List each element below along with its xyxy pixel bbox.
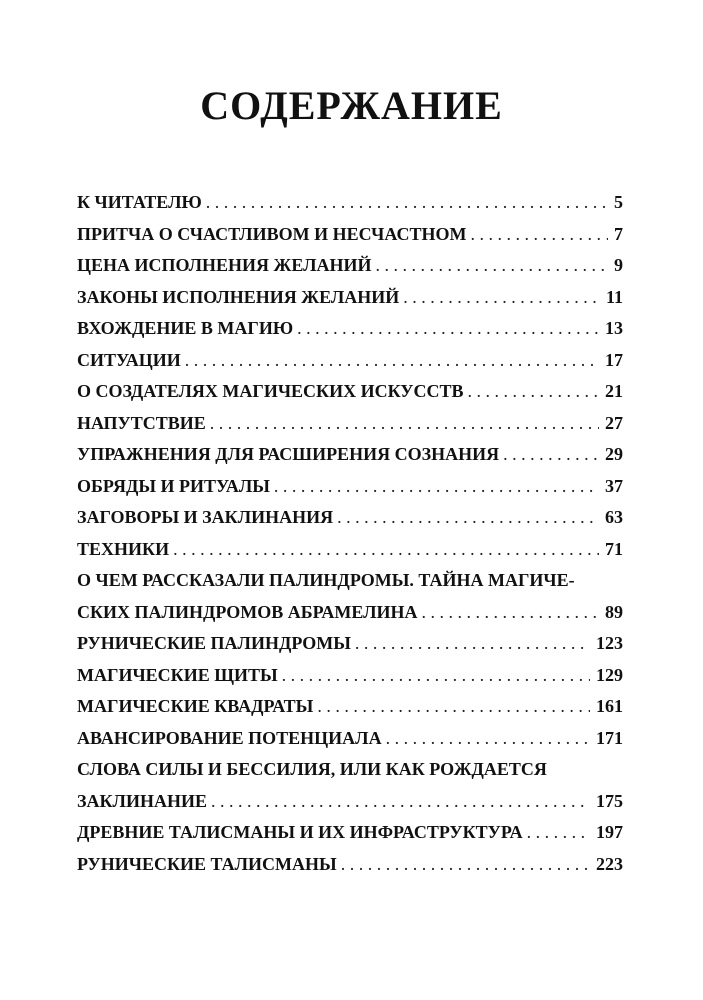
dot-leader <box>282 660 590 692</box>
dot-leader <box>403 282 600 314</box>
toc-entry-page: 175 <box>596 790 623 811</box>
toc-entry <box>77 282 623 314</box>
toc-entry-title: ПРИТЧА О СЧАСТЛИВОМ И НЕСЧАСТНОМ <box>77 223 467 244</box>
toc-entry <box>77 187 623 219</box>
toc-entry-title: МАГИЧЕСКИЕ КВАДРАТЫ <box>77 696 314 716</box>
dot-leader <box>210 408 599 440</box>
toc-entry-page: 11 <box>605 286 623 307</box>
toc-entry-page: 197 <box>596 822 623 842</box>
toc-entry-page: 27 <box>605 412 623 433</box>
toc-entry-title: ЗАГОВОРЫ И ЗАКЛИНАНИЯ <box>77 507 334 527</box>
toc-entry-title: ДРЕВНИЕ ТАЛИСМАНЫ И ИХ ИНФРАСТРУКТУРА <box>77 822 523 842</box>
toc-entry-page: 17 <box>605 349 623 370</box>
toc-entry-page: 29 <box>605 444 623 464</box>
toc-entry-title: ЗАКЛИНАНИЕ <box>77 790 207 811</box>
dot-leader <box>185 345 599 377</box>
dot-leader <box>211 786 590 818</box>
dot-leader <box>341 849 590 881</box>
toc-entry <box>77 565 623 628</box>
toc-entry <box>77 502 623 534</box>
toc-entry <box>77 691 623 723</box>
dot-leader <box>470 219 608 251</box>
toc-entry-page: 129 <box>596 664 623 685</box>
toc-entry <box>77 250 623 282</box>
dot-leader <box>422 597 600 629</box>
dot-leader <box>355 628 590 660</box>
toc-entry-title: ОБРЯДЫ И РИТУАЛЫ <box>77 475 270 496</box>
toc-entry-title: К ЧИТАТЕЛЮ <box>77 192 202 212</box>
dot-leader <box>274 471 599 503</box>
dot-leader <box>386 723 590 755</box>
dot-leader <box>376 250 608 282</box>
toc-entry-page: 21 <box>605 381 623 401</box>
toc-entry <box>77 219 623 251</box>
toc-entry-page: 63 <box>605 507 623 527</box>
table-of-contents <box>77 187 623 880</box>
dot-leader <box>206 187 608 219</box>
toc-entry-page: 5 <box>614 192 623 212</box>
toc-entry-page: 37 <box>605 475 623 496</box>
dot-leader <box>337 502 599 534</box>
toc-entry-title: ЗАКОНЫ ИСПОЛНЕНИЯ ЖЕЛАНИЙ <box>77 286 400 307</box>
toc-entry-title: ТЕХНИКИ <box>77 538 170 559</box>
toc-entry <box>77 313 623 345</box>
toc-entry-page: 161 <box>596 696 623 716</box>
toc-entry <box>77 408 623 440</box>
toc-entry <box>77 817 623 849</box>
toc-entry <box>77 660 623 692</box>
toc-entry-title-line1: СЛОВА СИЛЫ И БЕССИЛИЯ, ИЛИ КАК РОЖДАЕТСЯ <box>77 759 547 779</box>
toc-entry-title: СИТУАЦИИ <box>77 349 181 370</box>
dot-leader <box>503 439 599 471</box>
toc-entry-page: 171 <box>596 727 623 748</box>
toc-entry-title: АВАНСИРОВАНИЕ ПОТЕНЦИАЛА <box>77 727 382 748</box>
dot-leader <box>317 691 590 723</box>
toc-entry-page: 9 <box>614 255 623 275</box>
toc-entry <box>77 345 623 377</box>
toc-entry-title-line1: О ЧЕМ РАССКАЗАЛИ ПАЛИНДРОМЫ. ТАЙНА МАГИЧЕ- <box>77 570 575 590</box>
toc-entry-page: 13 <box>605 318 623 338</box>
dot-leader <box>468 376 599 408</box>
toc-entry <box>77 754 623 817</box>
toc-entry <box>77 376 623 408</box>
page-title: СОДЕРЖАНИЕ <box>200 83 503 128</box>
toc-entry <box>77 534 623 566</box>
toc-entry <box>77 439 623 471</box>
toc-entry-title: РУНИЧЕСКИЕ ПАЛИНДРОМЫ <box>77 633 351 653</box>
toc-entry-page: 71 <box>605 538 623 559</box>
toc-entry <box>77 849 623 881</box>
toc-entry-page: 89 <box>605 601 623 622</box>
toc-entry-page: 223 <box>596 853 623 874</box>
dot-leader <box>173 534 599 566</box>
toc-entry-title: РУНИЧЕСКИЕ ТАЛИСМАНЫ <box>77 853 337 874</box>
toc-entry-title: НАПУТСТВИЕ <box>77 412 206 433</box>
toc-entry-title: ЦЕНА ИСПОЛНЕНИЯ ЖЕЛАНИЙ <box>77 255 372 275</box>
toc-entry-title: СКИХ ПАЛИНДРОМОВ АБРАМЕЛИНА <box>77 601 418 622</box>
dot-leader <box>527 817 590 849</box>
dot-leader <box>297 313 599 345</box>
toc-entry-page: 7 <box>614 223 623 244</box>
toc-entry-title: О СОЗДАТЕЛЯХ МАГИЧЕСКИХ ИСКУССТВ <box>77 381 464 401</box>
toc-entry <box>77 723 623 755</box>
toc-entry <box>77 628 623 660</box>
toc-entry-page: 123 <box>596 633 623 653</box>
toc-entry-title: МАГИЧЕСКИЕ ЩИТЫ <box>77 664 278 685</box>
toc-entry-title: УПРАЖНЕНИЯ ДЛЯ РАСШИРЕНИЯ СОЗНАНИЯ <box>77 444 500 464</box>
toc-entry-title: ВХОЖДЕНИЕ В МАГИЮ <box>77 318 294 338</box>
toc-entry <box>77 471 623 503</box>
